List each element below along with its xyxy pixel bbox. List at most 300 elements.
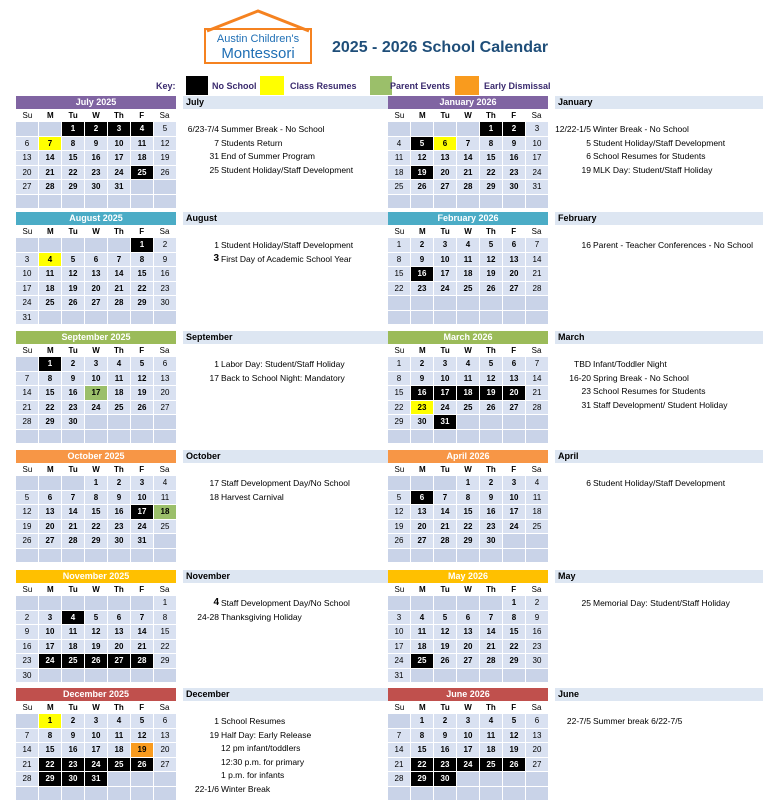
empty-cell	[457, 787, 479, 801]
empty-cell	[85, 415, 107, 429]
empty-cell	[85, 669, 107, 683]
day-cell: 15	[39, 743, 61, 757]
day-cell: 12	[388, 505, 410, 519]
day-cell: 21	[39, 166, 61, 180]
day-cell: 7	[62, 491, 84, 505]
day-cell: 10	[131, 491, 153, 505]
weekday-label: W	[92, 111, 100, 120]
day-cell: 29	[131, 296, 153, 310]
day-cell: 17	[526, 151, 548, 165]
day-cell: 27	[411, 534, 433, 548]
day-cell: 11	[154, 491, 176, 505]
day-cell: 31	[85, 772, 107, 786]
day-cell: 27	[154, 401, 176, 415]
day-cell: 17	[16, 282, 38, 296]
day-cell: 9	[503, 137, 525, 151]
day-cell: 2	[108, 476, 130, 490]
empty-cell	[39, 476, 61, 490]
empty-cell	[434, 311, 456, 325]
day-cell: 19	[154, 151, 176, 165]
day-cell: 29	[411, 772, 433, 786]
empty-cell	[388, 596, 410, 610]
empty-cell	[434, 122, 456, 136]
empty-cell	[480, 772, 502, 786]
page-title: 2025 - 2026 School Calendar	[332, 39, 549, 56]
event-text: Staff Development Day/No School	[221, 478, 350, 488]
day-cell: 11	[388, 151, 410, 165]
day-cell: 1	[388, 238, 410, 252]
day-cell: 29	[39, 772, 61, 786]
day-cell: 29	[503, 654, 525, 668]
empty-cell	[131, 180, 153, 194]
weekday-row	[16, 701, 176, 714]
month-header: March 2026	[388, 331, 548, 344]
day-cell: 16	[108, 505, 130, 519]
empty-cell	[457, 772, 479, 786]
day-cell: 7	[39, 137, 61, 151]
day-cell: 9	[85, 137, 107, 151]
weekday-label: Th	[485, 227, 496, 236]
day-cell: 21	[16, 401, 38, 415]
event-row	[555, 596, 763, 610]
event-text: Back to School Night: Mandatory	[221, 372, 345, 383]
day-cell: 14	[480, 625, 502, 639]
empty-cell	[62, 787, 84, 801]
day-cell: 26	[85, 654, 107, 668]
weekday-label: M	[46, 465, 54, 474]
key-parent-events: Parent Events	[390, 81, 451, 91]
event-date: 24-28	[197, 611, 219, 622]
weekday-label: Th	[113, 227, 124, 236]
day-cell: 14	[39, 151, 61, 165]
empty-cell	[154, 430, 176, 444]
weekday-label: F	[511, 585, 517, 594]
day-cell: 12	[480, 372, 502, 386]
day-cell: 20	[411, 520, 433, 534]
weekday-label: M	[418, 346, 426, 355]
weekday-label: Su	[394, 227, 405, 236]
empty-cell	[131, 195, 153, 209]
day-cell: 21	[526, 267, 548, 281]
empty-cell	[108, 430, 130, 444]
day-cell: 20	[503, 386, 525, 400]
day-cell: 31	[388, 669, 410, 683]
month-calendar	[388, 331, 548, 440]
day-cell: 6	[108, 611, 130, 625]
day-cell: 23	[85, 166, 107, 180]
day-cell: 11	[39, 267, 61, 281]
event-row	[183, 371, 391, 385]
day-cell: 23	[480, 520, 502, 534]
day-cell: 2	[503, 122, 525, 136]
empty-cell	[39, 122, 61, 136]
empty-cell	[526, 296, 548, 310]
month-calendar	[16, 450, 176, 559]
day-cell: 23	[154, 282, 176, 296]
day-cell: 21	[388, 758, 410, 772]
day-cell: 5	[388, 491, 410, 505]
day-cell: 5	[62, 253, 84, 267]
day-cell: 24	[526, 166, 548, 180]
event-date: 5	[586, 137, 591, 148]
empty-cell	[503, 296, 525, 310]
day-cell: 8	[154, 611, 176, 625]
event-text: Winter Break - No School	[593, 124, 689, 134]
day-cell: 17	[434, 267, 456, 281]
event-date: 25	[209, 164, 219, 175]
event-text: Summer break 6/22-7/5	[593, 716, 683, 726]
day-cell: 13	[39, 505, 61, 519]
day-grid	[16, 714, 176, 800]
empty-cell	[108, 238, 130, 252]
event-date: 16	[581, 240, 591, 250]
day-cell: 28	[388, 772, 410, 786]
weekday-row	[16, 225, 176, 238]
day-cell: 17	[388, 640, 410, 654]
empty-cell	[16, 549, 38, 563]
day-cell: 19	[62, 282, 84, 296]
empty-cell	[457, 596, 479, 610]
day-cell: 6	[434, 137, 456, 151]
empty-cell	[503, 772, 525, 786]
day-cell: 24	[503, 520, 525, 534]
weekday-label: Su	[22, 465, 33, 474]
weekday-label: Sa	[531, 465, 542, 474]
day-cell: 6	[39, 491, 61, 505]
day-cell: 24	[388, 654, 410, 668]
weekday-label: Tu	[68, 465, 78, 474]
day-cell: 2	[16, 611, 38, 625]
empty-cell	[411, 195, 433, 209]
day-cell: 12	[131, 372, 153, 386]
month-calendar	[388, 96, 548, 205]
day-cell: 4	[526, 476, 548, 490]
day-cell: 12	[503, 729, 525, 743]
weekday-label: F	[139, 227, 145, 236]
empty-cell	[85, 311, 107, 325]
day-cell: 21	[108, 282, 130, 296]
day-cell: 9	[16, 625, 38, 639]
day-cell: 3	[526, 122, 548, 136]
events-header: May	[555, 570, 763, 583]
day-cell: 25	[154, 520, 176, 534]
day-cell: 12	[62, 267, 84, 281]
empty-cell	[480, 195, 502, 209]
day-cell: 9	[62, 729, 84, 743]
empty-cell	[108, 787, 130, 801]
day-cell: 9	[108, 491, 130, 505]
event-row	[555, 163, 763, 177]
empty-cell	[85, 430, 107, 444]
day-cell: 23	[16, 654, 38, 668]
day-cell: 9	[526, 611, 548, 625]
day-cell: 19	[85, 640, 107, 654]
day-cell: 27	[39, 534, 61, 548]
empty-cell	[131, 430, 153, 444]
day-cell: 24	[85, 758, 107, 772]
day-cell: 13	[411, 505, 433, 519]
event-row	[183, 122, 391, 136]
event-text: Student Holiday/Staff Development	[221, 164, 354, 175]
event-date: 16-20	[569, 372, 591, 383]
month-header: May 2026	[388, 570, 548, 583]
weekday-label: Tu	[440, 703, 450, 712]
day-cell: 11	[526, 491, 548, 505]
day-cell: 3	[388, 611, 410, 625]
day-cell: 30	[154, 296, 176, 310]
event-date: 17	[209, 478, 219, 488]
day-cell: 10	[16, 267, 38, 281]
day-cell: 8	[85, 491, 107, 505]
day-grid	[388, 476, 548, 562]
weekday-label: W	[464, 227, 472, 236]
month-events	[555, 570, 763, 679]
event-row	[183, 490, 391, 504]
weekday-label: F	[139, 111, 145, 120]
day-cell: 10	[434, 372, 456, 386]
day-cell: 18	[388, 166, 410, 180]
day-grid	[388, 714, 548, 800]
day-cell: 28	[131, 654, 153, 668]
day-cell: 3	[39, 611, 61, 625]
empty-cell	[526, 311, 548, 325]
event-text: 12 pm infant/toddlers	[221, 743, 301, 753]
day-cell: 22	[131, 282, 153, 296]
empty-cell	[434, 669, 456, 683]
day-cell: 23	[434, 758, 456, 772]
empty-cell	[526, 534, 548, 548]
day-cell: 25	[62, 654, 84, 668]
month-header: October 2025	[16, 450, 176, 463]
day-cell: 2	[62, 714, 84, 728]
event-row	[183, 741, 391, 755]
day-cell: 31	[131, 534, 153, 548]
day-cell: 8	[388, 372, 410, 386]
day-cell: 15	[62, 151, 84, 165]
weekday-label: Tu	[440, 227, 450, 236]
empty-cell	[457, 296, 479, 310]
month-events	[183, 570, 391, 679]
empty-cell	[457, 669, 479, 683]
key-no-school: No School	[212, 81, 257, 91]
day-cell: 29	[62, 180, 84, 194]
day-cell: 5	[16, 491, 38, 505]
empty-cell	[131, 772, 153, 786]
empty-cell	[388, 296, 410, 310]
empty-cell	[108, 311, 130, 325]
weekday-label: M	[418, 703, 426, 712]
weekday-label: F	[511, 111, 517, 120]
day-grid	[388, 122, 548, 208]
empty-cell	[131, 787, 153, 801]
month-events	[555, 450, 763, 559]
weekday-label: Th	[485, 703, 496, 712]
day-cell: 4	[39, 253, 61, 267]
empty-cell	[503, 311, 525, 325]
day-cell: 4	[457, 357, 479, 371]
day-cell: 25	[39, 296, 61, 310]
empty-cell	[16, 122, 38, 136]
day-cell: 30	[526, 654, 548, 668]
empty-cell	[39, 195, 61, 209]
day-cell: 30	[503, 180, 525, 194]
day-cell: 19	[388, 520, 410, 534]
weekday-label: Su	[22, 227, 33, 236]
day-cell: 10	[108, 137, 130, 151]
school-logo	[203, 9, 313, 65]
day-cell: 15	[131, 267, 153, 281]
day-cell: 16	[85, 151, 107, 165]
day-cell: 25	[457, 401, 479, 415]
day-cell: 5	[131, 714, 153, 728]
day-cell: 8	[39, 729, 61, 743]
event-text: Staff Development Day/No School	[221, 598, 350, 608]
day-cell: 12	[131, 729, 153, 743]
day-grid	[16, 357, 176, 443]
event-row	[183, 238, 391, 252]
key-swatch-early-dismissal	[455, 76, 479, 95]
event-row	[183, 163, 391, 177]
day-cell: 17	[131, 505, 153, 519]
day-cell: 25	[131, 166, 153, 180]
event-date: 1	[214, 240, 219, 250]
day-cell: 28	[62, 534, 84, 548]
day-cell: 26	[480, 401, 502, 415]
day-cell: 29	[480, 180, 502, 194]
day-cell: 11	[108, 729, 130, 743]
day-cell: 14	[131, 625, 153, 639]
day-cell: 26	[131, 401, 153, 415]
day-cell: 25	[526, 520, 548, 534]
day-cell: 7	[526, 357, 548, 371]
empty-cell	[154, 787, 176, 801]
weekday-label: Tu	[68, 227, 78, 236]
weekday-label: Sa	[159, 703, 170, 712]
day-cell: 13	[526, 729, 548, 743]
event-row	[555, 357, 763, 371]
empty-cell	[411, 787, 433, 801]
event-date: 22-1/6	[194, 783, 219, 794]
empty-cell	[457, 122, 479, 136]
day-cell: 20	[434, 166, 456, 180]
month-calendar	[16, 688, 176, 797]
weekday-label: M	[46, 346, 54, 355]
weekday-row	[16, 583, 176, 596]
empty-cell	[480, 415, 502, 429]
empty-cell	[480, 549, 502, 563]
weekday-row	[388, 583, 548, 596]
day-cell: 23	[503, 166, 525, 180]
day-cell: 8	[39, 372, 61, 386]
day-cell: 7	[16, 729, 38, 743]
weekday-label: Sa	[531, 703, 542, 712]
event-row	[183, 357, 391, 371]
empty-cell	[411, 296, 433, 310]
day-cell: 5	[131, 357, 153, 371]
day-cell: 7	[434, 491, 456, 505]
day-cell: 6	[154, 714, 176, 728]
weekday-label: M	[46, 585, 54, 594]
empty-cell	[388, 714, 410, 728]
day-cell: 14	[388, 743, 410, 757]
events-header: January	[555, 96, 763, 109]
month-header: July 2025	[16, 96, 176, 109]
day-cell: 19	[131, 386, 153, 400]
month-header: April 2026	[388, 450, 548, 463]
day-cell: 2	[154, 238, 176, 252]
day-cell: 14	[434, 505, 456, 519]
empty-cell	[480, 669, 502, 683]
empty-cell	[388, 430, 410, 444]
day-cell: 11	[411, 625, 433, 639]
empty-cell	[108, 415, 130, 429]
empty-cell	[411, 596, 433, 610]
day-cell: 21	[526, 386, 548, 400]
empty-cell	[457, 311, 479, 325]
empty-cell	[62, 238, 84, 252]
event-row	[183, 149, 391, 163]
key-swatch-parent-events	[370, 76, 392, 95]
day-cell: 19	[131, 743, 153, 757]
empty-cell	[388, 122, 410, 136]
day-cell: 4	[108, 357, 130, 371]
event-date: 6	[586, 151, 591, 161]
day-cell: 8	[503, 611, 525, 625]
weekday-label: Sa	[159, 111, 170, 120]
month-header: January 2026	[388, 96, 548, 109]
month-calendar	[16, 96, 176, 205]
day-cell: 23	[526, 640, 548, 654]
day-cell: 6	[154, 357, 176, 371]
day-cell: 6	[503, 357, 525, 371]
day-cell: 24	[16, 296, 38, 310]
weekday-label: Th	[113, 585, 124, 594]
empty-cell	[503, 415, 525, 429]
day-cell: 18	[526, 505, 548, 519]
day-cell: 14	[526, 253, 548, 267]
event-date: 6	[586, 478, 591, 488]
empty-cell	[16, 714, 38, 728]
day-cell: 9	[434, 729, 456, 743]
weekday-label: Th	[113, 703, 124, 712]
empty-cell	[16, 596, 38, 610]
day-cell: 31	[16, 311, 38, 325]
day-cell: 27	[503, 282, 525, 296]
day-cell: 19	[411, 166, 433, 180]
day-cell: 5	[480, 357, 502, 371]
day-cell: 25	[480, 758, 502, 772]
empty-cell	[457, 195, 479, 209]
events-header: June	[555, 688, 763, 701]
events-header: August	[183, 212, 391, 225]
empty-cell	[434, 476, 456, 490]
weekday-label: Su	[394, 465, 405, 474]
weekday-label: M	[418, 585, 426, 594]
day-cell: 20	[457, 640, 479, 654]
event-date: 17	[209, 372, 219, 383]
day-cell: 21	[434, 520, 456, 534]
empty-cell	[411, 476, 433, 490]
weekday-label: W	[92, 227, 100, 236]
event-date: 4	[213, 597, 219, 608]
day-cell: 6	[526, 714, 548, 728]
event-date: 19	[209, 729, 219, 740]
empty-cell	[62, 476, 84, 490]
event-row	[555, 398, 763, 412]
event-row	[183, 728, 391, 742]
weekday-label: M	[418, 111, 426, 120]
day-cell: 17	[108, 151, 130, 165]
